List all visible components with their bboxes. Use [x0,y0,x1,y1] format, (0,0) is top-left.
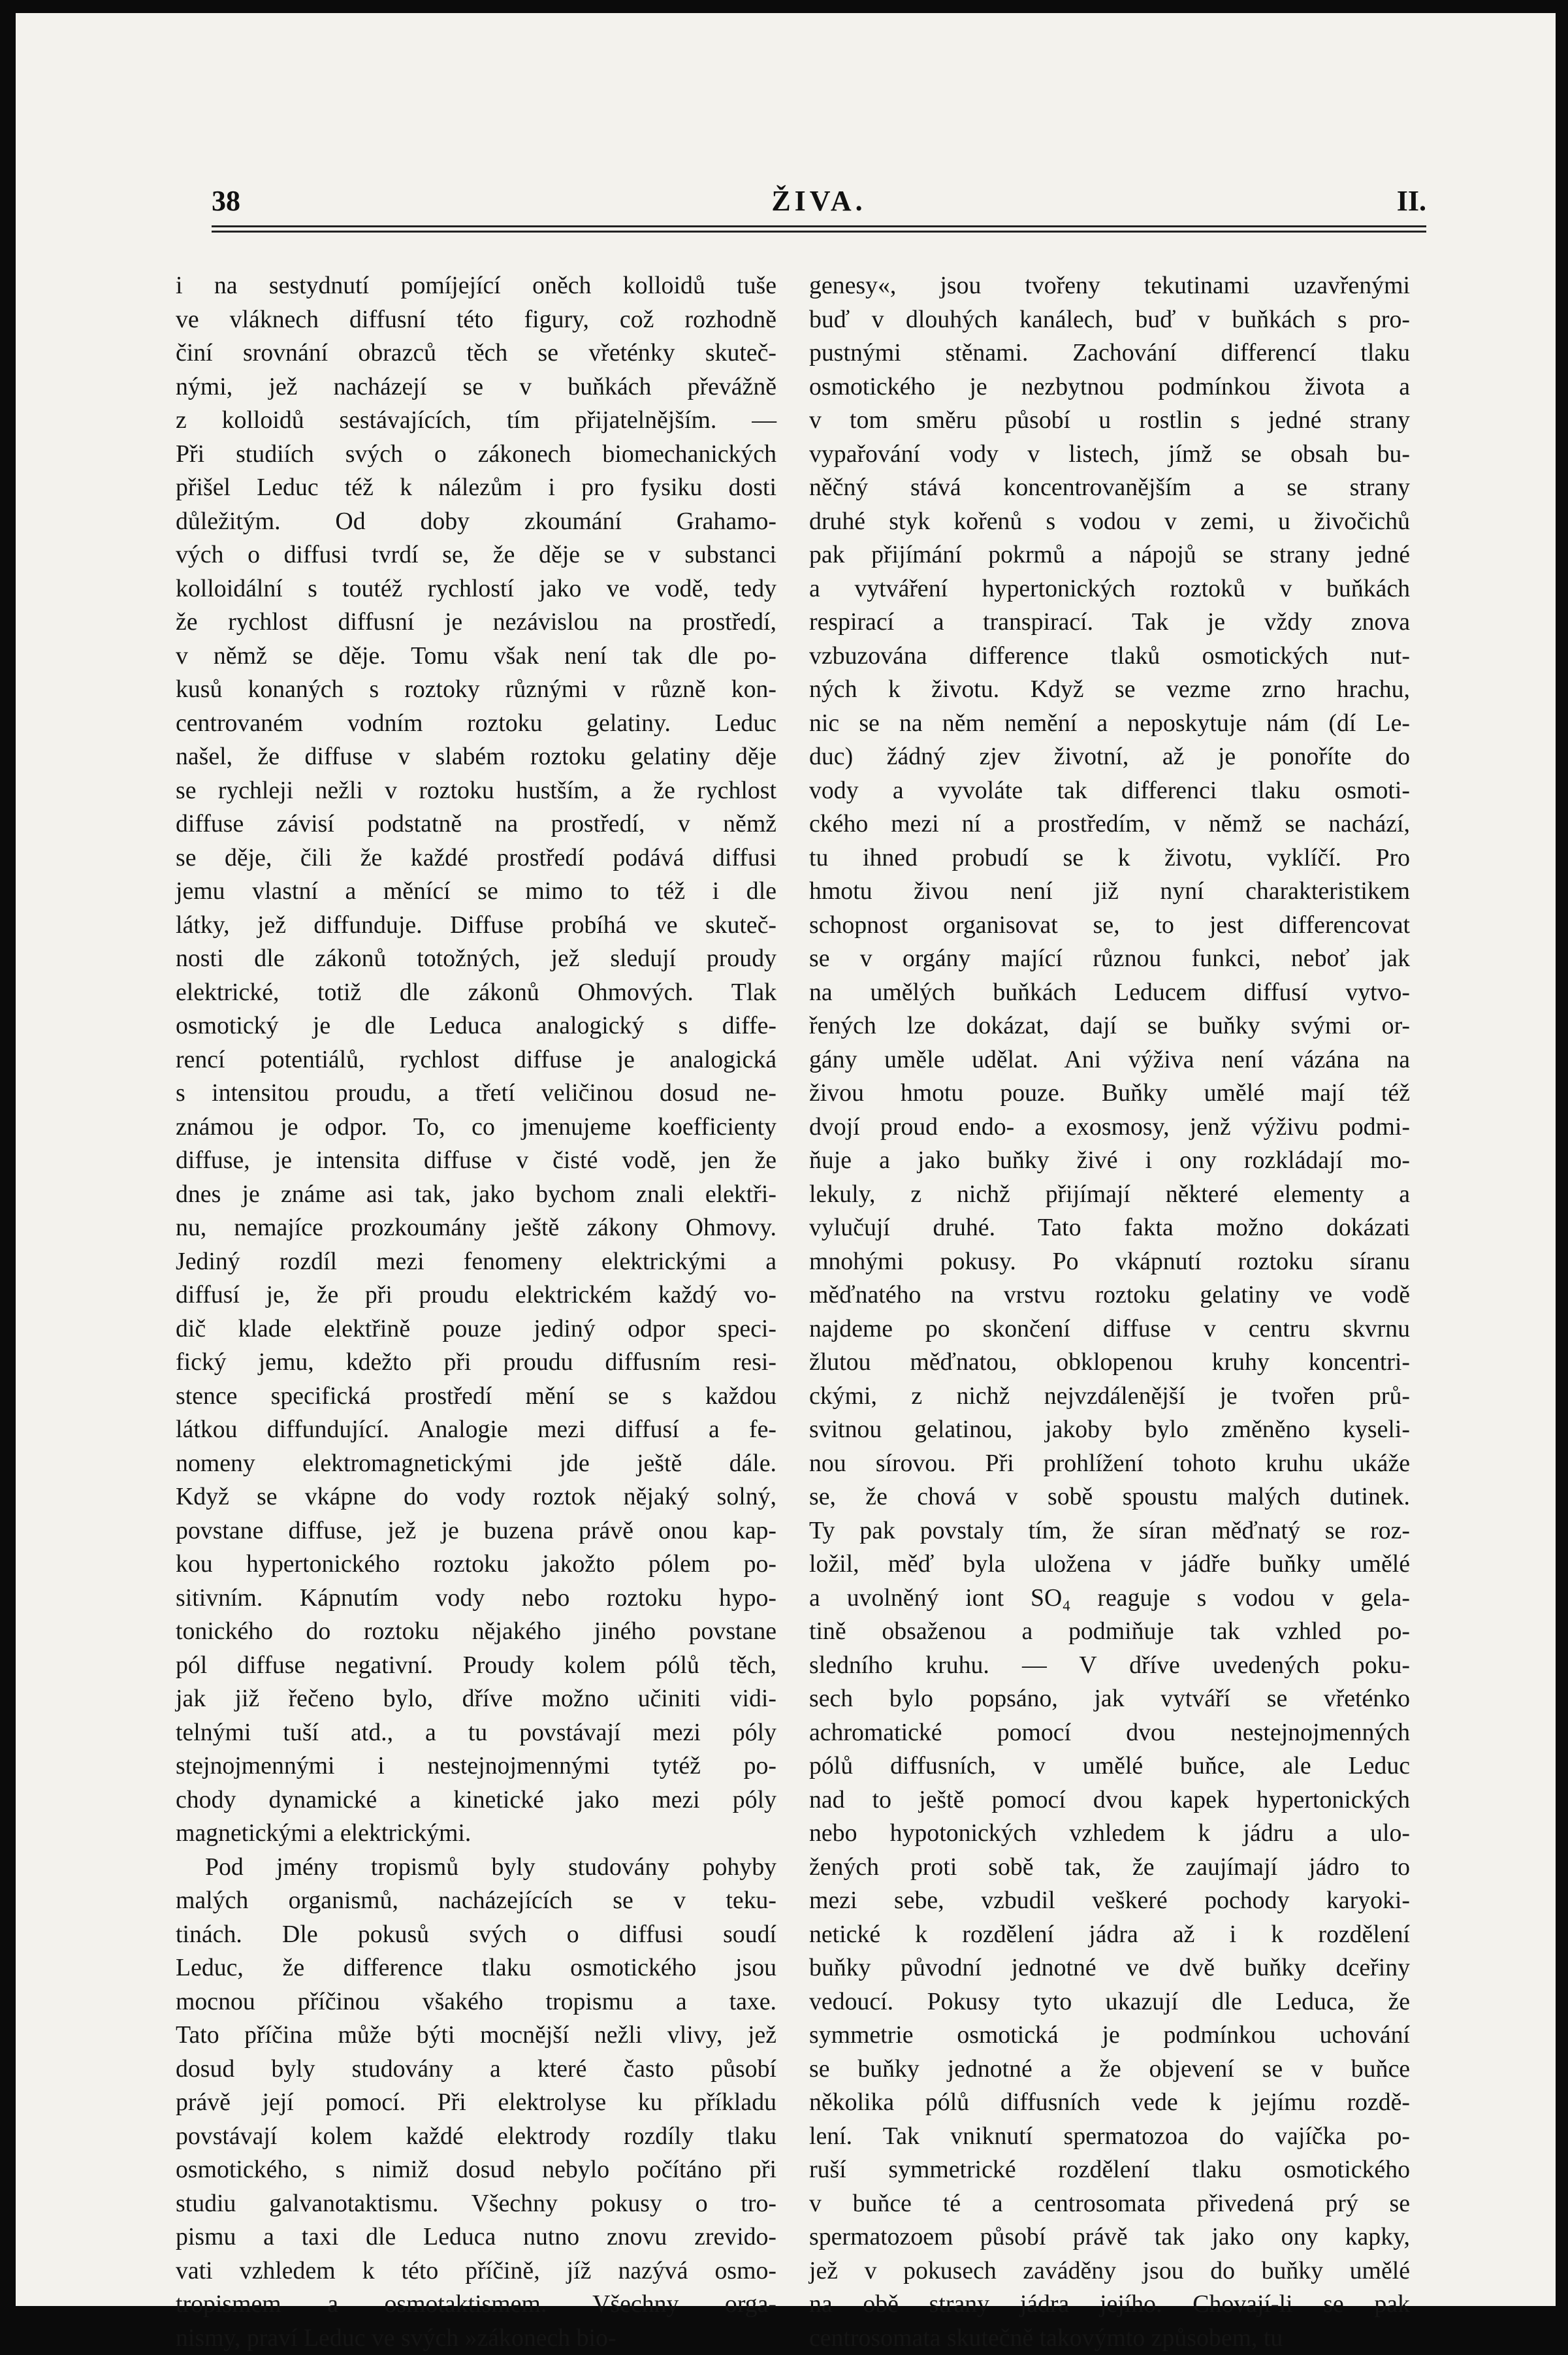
text-line: s intensitou proudu, a třetí veličinou dosud ne- [176,1077,776,1111]
text-line: tropismem a osmotaktismem. Všechny orga- [176,2288,776,2322]
text-line: kolloidální s toutéž rychlostí jako ve vodě, tedy [176,572,776,606]
running-title: ŽIVA. [212,184,1426,218]
text-line: něčný stává koncentrovanějším a se strany [809,471,1410,505]
text-line: se rychleji nežli v roztoku hustším, a že rychlost [176,774,776,808]
text-line: malých organismů, nacházejících se v teku- [176,1884,776,1918]
text-line: známou je odpor. To, co jmenujeme koefficienty [176,1111,776,1145]
text-line: se děje, čili že každé prostředí podává diffusi [176,841,776,875]
text-line: ruší symmetrické rozdělení tlaku osmotického [809,2153,1410,2187]
text-line: důležitým. Od doby zkoumání Grahamo- [176,505,776,539]
text-line: osmotického, s nimiž dosud nebylo počítáno při [176,2153,776,2187]
text-line: látkou diffundující. Analogie mezi diffusí a fe- [176,1413,776,1447]
text-line: vylučují druhé. Tato fakta možno dokázati [809,1211,1410,1245]
text-line: diffuse závisí podstatně na prostředí, v němž [176,807,776,841]
text-line: jemu vlastní a měnící se mimo to též i dle [176,875,776,909]
text-line: tonického do roztoku nějakého jiného povstane [176,1615,776,1649]
text-line: sledního kruhu. — V dříve uvedených poku- [809,1649,1410,1683]
text-line: netické k rozdělení jádra až i k rozdělení [809,1918,1410,1952]
text-line: pólů diffusních, v umělé buňce, ale Leduc [809,1749,1410,1783]
volume-number: II. [1397,184,1426,218]
text-line: mezi sebe, vzbudil veškeré pochody karyoki- [809,1884,1410,1918]
text-line: v tom směru působí u rostlin s jedné strany [809,404,1410,438]
text-line: lení. Tak vniknutí spermatozoa do vajíčka po- [809,2120,1410,2154]
text-line: vati vzhledem k této příčině, jíž nazývá osmo- [176,2254,776,2288]
text-line: osmotický je dle Leduca analogický s diffe- [176,1009,776,1043]
text-line: v němž se děje. Tomu však není tak dle po- [176,640,776,674]
text-line: nou sírovou. Při prohlížení tohoto kruhu ukáže [809,1447,1410,1481]
text-line: v buňce té a centrosomata přivedená prý se [809,2187,1410,2221]
header-rule [212,231,1426,233]
text-line: schopnost organisovat se, to jest differencovat [809,909,1410,943]
text-line: a uvolněný iont SO₄ reaguje s vodou v gela- [809,1582,1410,1616]
text-line: se buňky jednotné a že objevení se v buňce [809,2053,1410,2087]
book-page [16,13,1556,2306]
text-line: telnými tuší atd., a tu povstávají mezi póly [176,1716,776,1750]
header-rule [212,225,1426,227]
text-line: kou hypertonického roztoku jakožto pólem po- [176,1548,776,1582]
text-line: látky, jež diffunduje. Diffuse probíhá ve skuteč- [176,909,776,943]
left-text-column [176,269,776,2355]
text-line: osmotického je nezbytnou podmínkou života a [809,370,1410,404]
text-line: vzbuzována difference tlaků osmotických nut- [809,640,1410,674]
text-line: stejnojmennými i nestejnojmennými tytéž po- [176,1749,776,1783]
text-line: Pod jmény tropismů byly studovány pohyby [176,1851,776,1885]
text-line: sitivním. Kápnutím vody nebo roztoku hypo- [176,1582,776,1616]
text-line: dvojí proud endo- a exosmosy, jenž výživu podmi- [809,1111,1410,1145]
text-line: vody a vyvoláte tak differenci tlaku osmoti- [809,774,1410,808]
text-line: stence specifická prostředí mění se s každou [176,1380,776,1414]
text-line: Při studiích svých o zákonech biomechanických [176,438,776,472]
text-line: najdeme po skončení diffuse v centru skvrnu [809,1312,1410,1346]
text-line: ňuje a jako buňky živé i ony rozkládají mo- [809,1144,1410,1178]
text-line: ve vláknech diffusní této figury, což rozhodně [176,303,776,337]
text-line: lekuly, z nichž přijímají některé elementy a [809,1178,1410,1212]
text-line: centrosomata skutečně takovýmto způsobem, tu [809,2322,1410,2355]
text-line: genesy«, jsou tvořeny tekutinami uzavřenými [809,269,1410,303]
text-line: vypařování vody v listech, jímž se obsah bu- [809,438,1410,472]
text-line: pak přijímání pokrmů a nápojů se strany jedné [809,538,1410,572]
text-line: nismy, praví Leduc ve svých »zákonech bio- [176,2322,776,2355]
text-line: elektrické, totiž dle zákonů Ohmových. Tlak [176,976,776,1010]
text-line: magnetickými a elektrickými. [176,1817,776,1851]
text-line: symmetrie osmotická je podmínkou uchování [809,2019,1410,2053]
text-line: nosti dle zákonů totožných, jež sledují proudy [176,942,776,976]
text-line: rencí potentiálů, rychlost diffuse je analogická [176,1043,776,1077]
text-line: chody dynamické a kinetické jako mezi póly [176,1783,776,1817]
text-line: právě její pomocí. Při elektrolyse ku příkladu [176,2086,776,2120]
text-line: Tato příčina může býti mocnější nežli vlivy, jež [176,2019,776,2053]
text-line: centrovaném vodním roztoku gelatiny. Leduc [176,707,776,741]
text-line: na umělých buňkách Leducem diffusí vytvo- [809,976,1410,1010]
text-line: dič klade elektřině pouze jediný odpor speci- [176,1312,776,1346]
text-line: přišel Leduc též k nálezům i pro fysiku dosti [176,471,776,505]
text-line: se v orgány mající různou funkci, neboť jak [809,942,1410,976]
text-line: tině obsaženou a podmiňuje tak vzhled po- [809,1615,1410,1649]
text-line: dnes je známe asi tak, jako bychom znali elektři- [176,1178,776,1212]
text-line: ckými, z nichž nejvzdálenější je tvořen prů- [809,1380,1410,1414]
text-line: ných k životu. Když se vezme zrno hrachu, [809,673,1410,707]
text-line: že rychlost diffusní je nezávislou na prostředí, [176,606,776,640]
text-line: pismu a taxi dle Leduca nutno znovu zrevido- [176,2220,776,2254]
text-line: hmotu živou není již nyní charakteristikem [809,875,1410,909]
text-line: nu, nemajíce prozkoumány ještě zákony Ohmovy. [176,1211,776,1245]
text-line: ckého mezi ní a prostředím, v němž se nachází, [809,807,1410,841]
text-line: žených proti sobě tak, že zaujímají jádro to [809,1851,1410,1885]
text-line: studiu galvanotaktismu. Všechny pokusy o tro- [176,2187,776,2221]
text-line: diffuse, je intensita diffuse v čisté vodě, jen že [176,1144,776,1178]
text-line: nic se na něm nemění a neposkytuje nám (dí Le- [809,707,1410,741]
text-line: řených lze dokázat, dají se buňky svými or- [809,1009,1410,1043]
text-line: se, že chová v sobě spoustu malých dutinek. [809,1480,1410,1514]
text-line: respirací a transpirací. Tak je vždy znova [809,606,1410,640]
text-line: vedoucí. Pokusy tyto ukazují dle Leduca, že [809,1985,1410,2019]
text-line: činí srovnání obrazců těch se vřeténky skuteč- [176,336,776,370]
text-line: měďnatého na vrstvu roztoku gelatiny ve vodě [809,1278,1410,1312]
text-line: Jediný rozdíl mezi fenomeny elektrickými a [176,1245,776,1279]
right-text-column [809,269,1410,2355]
text-line: kusů konaných s roztoky různými v různě kon- [176,673,776,707]
page-header [212,184,1426,223]
page-number: 38 [212,184,240,218]
text-line: Leduc, že difference tlaku osmotického jsou [176,1951,776,1985]
text-line: fický jemu, kdežto při proudu diffusním resi- [176,1346,776,1380]
text-line: našel, že diffuse v slabém roztoku gelatiny děje [176,740,776,774]
text-line: povstávají kolem každé elektrody rozdíly tlaku [176,2120,776,2154]
text-line: achromatické pomocí dvou nestejnojmenných [809,1716,1410,1750]
text-line: gány uměle udělat. Ani výživa není vázána na [809,1043,1410,1077]
text-line: Ty pak povstaly tím, že síran měďnatý se roz- [809,1514,1410,1548]
text-line: povstane diffuse, jež je buzena právě onou kap- [176,1514,776,1548]
text-line: nad to ještě pomocí dvou kapek hypertonických [809,1783,1410,1817]
text-line: spermatozoem působí právě tak jako ony kapky, [809,2220,1410,2254]
text-line: mnohými pokusy. Po vkápnutí roztoku síranu [809,1245,1410,1279]
text-line: tu ihned probudí se k životu, vyklíčí. Pro [809,841,1410,875]
text-line: druhé styk kořenů s vodou v zemi, u živočichů [809,505,1410,539]
text-line: mocnou příčinou všakého tropismu a taxe. [176,1985,776,2019]
text-line: z kolloidů sestávajících, tím přijatelnějším. — [176,404,776,438]
text-line: vých o diffusi tvrdí se, že děje se v substanci [176,538,776,572]
text-line: jež v pokusech zaváděny jsou do buňky umělé [809,2254,1410,2288]
text-line: nebo hypotonických vzhledem k jádru a ulo- [809,1817,1410,1851]
text-line: duc) žádný zjev životní, až je ponoříte do [809,740,1410,774]
text-line: ložil, měď byla uložena v jádře buňky umělé [809,1548,1410,1582]
text-line: živou hmotu pouze. Buňky umělé mají též [809,1077,1410,1111]
text-line: Když se vkápne do vody roztok nějaký solný, [176,1480,776,1514]
text-line: několika pólů diffusních vede k jejímu rozdě- [809,2086,1410,2120]
text-line: a vytváření hypertonických roztoků v buňkách [809,572,1410,606]
text-line: tinách. Dle pokusů svých o diffusi soudí [176,1918,776,1952]
text-line: nomeny elektromagnetickými jde ještě dále. [176,1447,776,1481]
text-line: na obě strany jádra jejího. Chovají-li se pak [809,2288,1410,2322]
text-line: buňky původní jednotné ve dvě buňky dceřiny [809,1951,1410,1985]
text-line: svitnou gelatinou, jakoby bylo změněno kyseli- [809,1413,1410,1447]
text-line: dosud byly studovány a které často působí [176,2053,776,2087]
text-line: pustnými stěnami. Zachování differencí tlaku [809,336,1410,370]
text-line: pól diffuse negativní. Proudy kolem pólů těch, [176,1649,776,1683]
text-line: žlutou měďnatou, obklopenou kruhy koncentri- [809,1346,1410,1380]
text-line: jak již řečeno bylo, dříve možno učiniti vidi- [176,1682,776,1716]
text-line: buď v dlouhých kanálech, buď v buňkách s pro- [809,303,1410,337]
text-line: sech bylo popsáno, jak vytváří se vřeténko [809,1682,1410,1716]
text-line: i na sestydnutí pomíjející oněch kolloidů tuše [176,269,776,303]
text-line: diffusí je, že při proudu elektrickém každý vo- [176,1278,776,1312]
text-line: nými, jež nacházejí se v buňkách převážně [176,370,776,404]
